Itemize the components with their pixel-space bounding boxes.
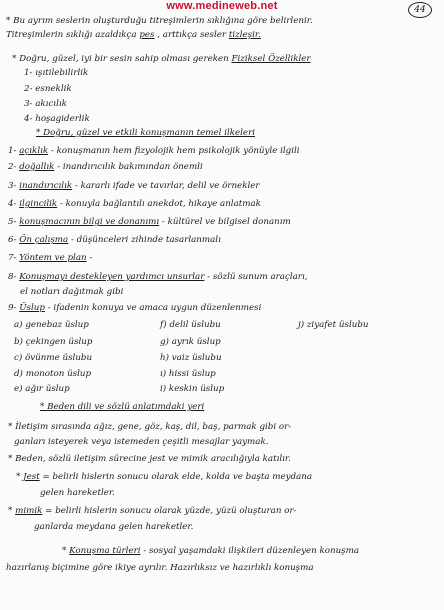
physical-item: 4- hoşagiderlik — [24, 114, 90, 124]
intro-line-1: * Bu ayrım seslerin oluşturduğu titreşimlerin sıklığına göre belirlenir. — [6, 16, 313, 26]
item-term: doğallık — [19, 162, 55, 172]
item-desc: - inandırıcılık bakımından önemli — [54, 162, 203, 172]
physical-item: 2- esneklik — [24, 84, 72, 94]
item-number: 3- — [8, 181, 20, 191]
item-term: inandırıcılık — [19, 181, 73, 191]
item-desc: - ifadenin konuya ve amaca uygun düzenlenmesi — [44, 303, 262, 313]
principle-item — [8, 217, 291, 228]
term-pes: pes — [139, 30, 155, 40]
body-paragraph: gelen hareketler. — [40, 488, 115, 498]
body-paragraph — [62, 546, 359, 557]
physical-item: 3- akıcılık — [24, 99, 67, 109]
principle-item-continuation: el notları dağıtmak gibi — [20, 287, 124, 297]
item-term: Ön çalışma — [19, 235, 69, 245]
style-item: e) ağır üslup — [14, 384, 70, 394]
item-number: 2- — [8, 162, 20, 172]
style-item: i) keskin üslup — [160, 384, 225, 394]
item-desc: - kararlı ifade ve tavırlar, delil ve örnekler — [72, 181, 260, 191]
item-number: 1- — [8, 146, 20, 156]
item-number: 8- — [8, 272, 20, 282]
body-paragraph: * Beden, sözlü iletişim sürecine jest ve mimik aracılığıyla katılır. — [8, 454, 291, 464]
item-term: Üslup — [19, 303, 45, 313]
body-paragraph — [8, 506, 297, 517]
item-term: ilgincilik — [19, 199, 58, 209]
physical-item: 1- ışıtilebilirlik — [24, 68, 89, 78]
item-number: 4- — [8, 199, 20, 209]
style-item: h) vaiz üslubu — [160, 353, 222, 363]
body-paragraph: ganlarda meydana gelen hareketler. — [34, 522, 194, 532]
style-item: a) genebaz üslup — [14, 320, 89, 330]
intro-text: , arttıkça sesler — [154, 30, 229, 40]
item-term: Konuşmayı destekleyen yardımcı unsurlar — [19, 272, 205, 282]
item-term: açıklık — [19, 146, 49, 156]
body-paragraph — [16, 472, 312, 483]
item-term: Yöntem ve plan — [19, 253, 87, 263]
bullet: * — [16, 472, 24, 482]
style-item: b) çekingen üslup — [14, 337, 93, 347]
physical-heading — [12, 54, 311, 65]
item-number: 9- — [8, 303, 20, 313]
principle-item — [8, 146, 300, 157]
item-desc: - konuşmanın hem fizyolojik hem psikolojik yönüyle ilgili — [48, 146, 300, 156]
item-number: 6- — [8, 235, 20, 245]
item-term: konuşmacının bilgi ve donanımı — [19, 217, 160, 227]
bullet: * — [8, 506, 16, 516]
watermark: www.medineweb.net — [166, 0, 278, 12]
body-text: = belirli hislerin sonucu olarak yüzde, yüzü oluşturan or- — [42, 506, 297, 516]
item-desc: - — [86, 253, 93, 263]
style-item: g) ayrık üslup — [160, 337, 221, 347]
body-paragraph: * İletişim sırasında ağız, gene, göz, kaş, dil, baş, parmak gibi or- — [8, 422, 292, 432]
item-desc: - konuyla bağlantılı anekdot, hikaye anlatmak — [57, 199, 261, 209]
style-item: d) monoton üslup — [14, 369, 92, 379]
intro-text: Titreşimlerin sıklığı azaldıkça — [6, 30, 140, 40]
style-item: f) delil üslubu — [160, 320, 221, 330]
bullet: * — [62, 546, 70, 556]
item-desc: - düşünceleri zihinde tasarlanmalı — [68, 235, 221, 245]
item-desc: - kültürel ve bilgisel donanım — [159, 217, 291, 227]
term-tiz: tizleşir. — [228, 30, 261, 40]
style-item: c) övünme üslubu — [14, 353, 93, 363]
term-konusma-turleri: Konuşma türleri — [69, 546, 141, 556]
item-desc: - sözlü sunum araçları, — [204, 272, 308, 282]
principle-item — [8, 253, 92, 264]
body-text: = belirli hislerin sonucu olarak elde, kolda ve başta meydana — [39, 472, 313, 482]
intro-line-2 — [6, 30, 261, 41]
principle-item — [8, 303, 261, 314]
principle-item — [8, 162, 203, 173]
page-number: 44 — [408, 2, 432, 18]
term-jest: Jest — [23, 472, 40, 482]
item-number: 7- — [8, 253, 20, 263]
term-mimik: mimik — [15, 506, 43, 516]
body-paragraph: ganları isteyerek veya istemeden çeşitli mesajlar yaymak. — [14, 437, 269, 447]
principles-heading: * Doğru, güzel ve etkili konuşmanın temel ilkeleri — [36, 128, 256, 138]
body-text: - sosyal yaşamdaki ilişkileri düzenleyen konuşma — [140, 546, 360, 556]
principle-item — [8, 272, 308, 283]
principle-item — [8, 181, 260, 192]
heading-text: * Doğru, güzel, iyi bir sesin sahip olması gereken — [12, 54, 232, 64]
body-paragraph: hazırlanış biçimine göre ikiye ayrılır. Hazırlıksız ve hazırlıklı konuşma — [6, 563, 314, 573]
heading-term: Fiziksel Özellikler — [231, 54, 311, 64]
body-language-heading: * Beden dili ve sözlü anlatımdaki yeri — [40, 402, 205, 412]
principle-item — [8, 199, 261, 210]
principle-item — [8, 235, 221, 246]
item-number: 5- — [8, 217, 20, 227]
style-item: j) ziyafet üslubu — [298, 320, 369, 330]
style-item: ı) hissi üslup — [160, 369, 216, 379]
